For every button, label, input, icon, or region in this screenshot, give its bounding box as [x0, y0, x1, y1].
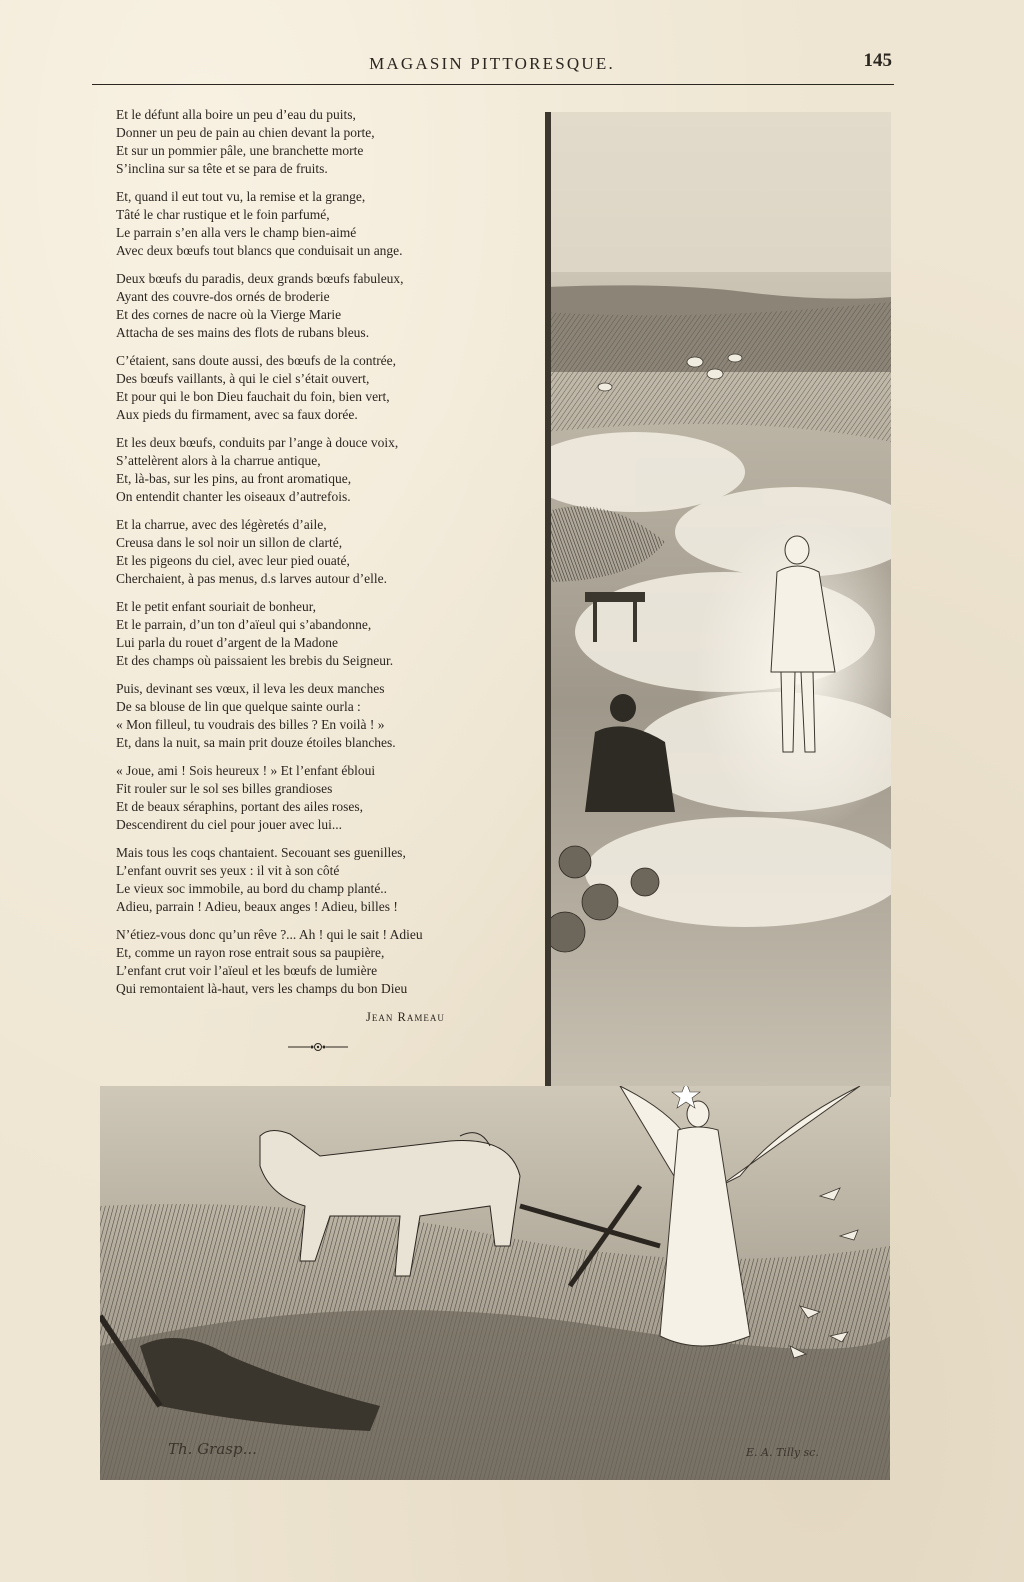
page-number: 145 — [863, 50, 892, 71]
poem-line: Et sur un pommier pâle, une branchette morte — [116, 143, 364, 159]
poem-line: « Joue, ami ! Sois heureux ! » Et l’enfant ébloui — [116, 762, 376, 778]
poem-line: Et, dans la nuit, sa main prit douze étoiles blanches. — [116, 735, 396, 751]
poem-stanza — [116, 926, 516, 998]
engraver-signature: E. A. Tilly sc. — [746, 1446, 819, 1459]
poem-line: Le vieux soc immobile, au bord du champ planté.. — [116, 880, 388, 896]
poem-line: L’enfant ouvrit ses yeux : il vit à son côté — [116, 862, 340, 878]
poem-line: Et la charrue, avec des légèretés d’aile, — [116, 516, 327, 532]
poem-line: Et des cornes de nacre où la Vierge Marie — [116, 307, 342, 323]
poem-stanza — [116, 434, 516, 506]
poem-line: Mais tous les coqs chantaient. Secouant ses guenilles, — [116, 844, 406, 860]
poem-line: Et, quand il eut tout vu, la remise et la grange, — [116, 188, 366, 204]
poem-line: Et de beaux séraphins, portant des ailes roses, — [116, 798, 364, 814]
poem-stanza — [116, 680, 516, 752]
poem-line: Donner un peu de pain au chien devant la porte, — [116, 125, 375, 141]
poem-line: Et le défunt alla boire un peu d’eau du puits, — [116, 107, 356, 122]
poem-line: Aux pieds du firmament, avec sa faux dorée. — [116, 407, 358, 423]
poem-line: On entendit chanter les oiseaux d’autrefois. — [116, 489, 351, 505]
poem-line: Et, là-bas, sur les pins, au front aromatique, — [116, 471, 352, 487]
poem-line: Et pour qui le bon Dieu fauchait du foin, bien vert, — [116, 389, 390, 405]
poem-text — [116, 106, 516, 1008]
poem-line: S’inclina sur sa tête et se para de fruits. — [116, 161, 328, 177]
poem-stanza — [116, 762, 516, 834]
poem-line: S’attelèrent alors à la charrue antique, — [116, 452, 321, 468]
poem-line: Des bœufs vaillants, à qui le ciel s’était ouvert, — [116, 371, 370, 386]
running-title: MAGASIN PITTORESQUE. — [369, 54, 615, 73]
poem-stanza — [116, 844, 516, 916]
fleuron-ornament — [286, 1040, 350, 1054]
poem-line: De sa blouse de lin que quelque sainte ourla : — [116, 698, 361, 714]
poem-stanza — [116, 516, 516, 588]
poem-line: C’étaient, sans doute aussi, des bœufs de la contrée, — [116, 352, 397, 368]
poem-line: N’étiez-vous donc qu’un rêve ?... Ah ! qui le sait ! Adieu — [116, 926, 423, 942]
poem-line: « Mon filleul, tu voudrais des billes ? En voilà ! » — [116, 716, 385, 732]
poem-line: Et les pigeons du ciel, avec leur pied ouaté, — [116, 553, 350, 569]
poem-line: Descendirent du ciel pour jouer avec lui... — [116, 817, 343, 833]
page-header — [92, 50, 892, 84]
poem-line: Et le petit enfant souriait de bonheur, — [116, 598, 317, 614]
poem-line: Et, comme un rayon rose entrait sous sa paupière, — [116, 944, 385, 960]
poem-stanza — [116, 270, 516, 342]
poem-line: Fit rouler sur le sol ses billes grandioses — [116, 780, 333, 796]
poem-line: Deux bœufs du paradis, deux grands bœufs fabuleux, — [116, 270, 404, 286]
poem-line: Avec deux bœufs tout blancs que conduisait un ange. — [116, 243, 403, 259]
poem-stanza — [116, 352, 516, 424]
poem-line: Tâté le char rustique et le foin parfumé, — [116, 207, 330, 223]
poem-line: Lui parla du rouet d’argent de la Madone — [116, 635, 339, 650]
artist-signature: Th. Grasp... — [168, 1440, 257, 1458]
poem-stanza — [116, 106, 516, 178]
header-rule — [92, 84, 894, 85]
poem-line: Attacha de ses mains des flots de rubans bleus. — [116, 325, 370, 341]
poem-line: Et les deux bœufs, conduits par l’ange à douce voix, — [116, 434, 399, 450]
poem-line: Le parrain s’en alla vers le champ bien-aimé — [116, 225, 357, 241]
poem-line: Et des champs où paissaient les brebis du Seigneur. — [116, 653, 394, 669]
author-signature: Jean Rameau — [366, 1010, 445, 1024]
poem-line: Ayant des couvre-dos ornés de broderie — [116, 289, 330, 305]
poem-line: Cherchaient, à pas menus, d.s larves autour d’elle. — [116, 571, 388, 587]
poem-line: L’enfant crut voir l’aïeul et les bœufs de lumière — [116, 962, 378, 978]
poem-line: Adieu, parrain ! Adieu, beaux anges ! Adieu, billes ! — [116, 899, 398, 914]
poem-line: Et le parrain, d’un ton d’aïeul qui s’abandonne, — [116, 616, 372, 632]
illustration-ploughing — [100, 1086, 890, 1480]
poem-line: Qui remontaient là-haut, vers les champs du bon Dieu — [116, 980, 408, 996]
poem-line: Creusa dans le sol noir un sillon de clarté, — [116, 534, 343, 550]
poem-stanza — [116, 598, 516, 670]
poem-line: Puis, devinant ses vœux, il leva les deux manches — [116, 680, 385, 696]
poem-stanza — [116, 188, 516, 260]
illustration-vision — [545, 112, 891, 1097]
